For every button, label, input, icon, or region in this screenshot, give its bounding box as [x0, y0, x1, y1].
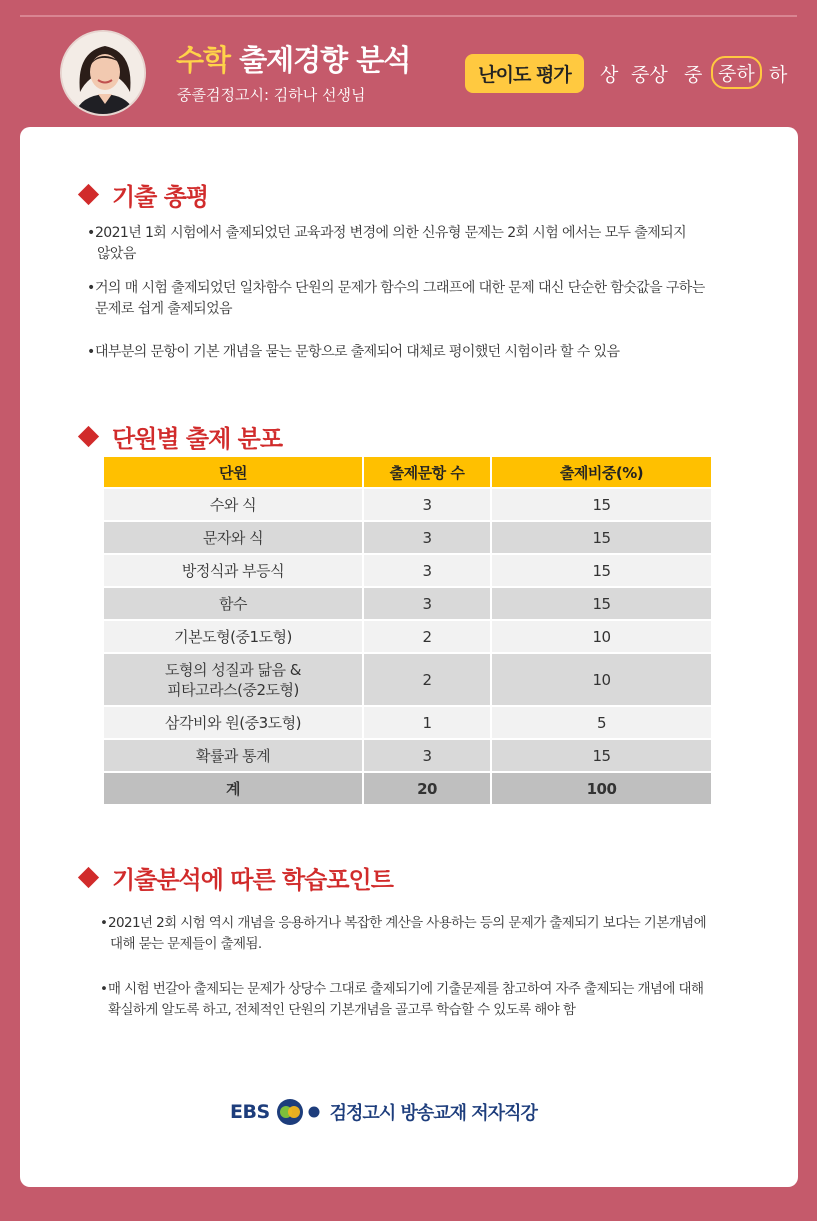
table-cell-unit: 방정식과 부등식	[104, 554, 363, 587]
difficulty-level-low: 하	[769, 64, 788, 86]
page-title	[176, 38, 410, 79]
table-row	[104, 488, 711, 521]
section-overview-title: 기출 총평	[78, 177, 208, 212]
table-row	[104, 521, 711, 554]
footer	[230, 1097, 537, 1127]
section-points-title: 기출분석에 따른 학습포인트	[78, 860, 393, 895]
table-row	[104, 653, 711, 706]
title-subject: 수학	[176, 43, 231, 77]
title-rest: 출제경향 분석	[230, 43, 411, 77]
table-cell-unit: 수와 식	[104, 488, 363, 521]
table-cell-count: 3	[363, 739, 491, 772]
table-cell-unit: 함수	[104, 587, 363, 620]
overview-bullet-2: • 거의 매 시험 출제되었던 일차함수 단원의 문제가 함수의 그래프에 대한 문제 대신 단순한 함숫값을 구하는 문제로 쉽게 출제되었음	[87, 280, 705, 317]
table-cell-ratio: 5	[491, 706, 711, 739]
table-cell-count: 3	[363, 587, 491, 620]
table-cell-unit: 문자와 식	[104, 521, 363, 554]
table-total-ratio: 100	[491, 772, 711, 804]
table-cell-count: 2	[363, 653, 491, 706]
difficulty-level-mid-high: 중상	[631, 64, 668, 86]
table-total-unit: 계	[104, 772, 363, 804]
diamond-bullet-icon	[78, 426, 99, 447]
overview-bullet-1: • 2021년 1회 시험에서 출제되었던 교육과정 변경에 의한 신유형 문제는 2회 시험 에서는 모두 출제되지 않았음	[87, 225, 687, 262]
table-row	[104, 587, 711, 620]
table-cell-count: 1	[363, 706, 491, 739]
table-cell-count: 3	[363, 554, 491, 587]
table-total-count: 20	[363, 772, 491, 804]
table-cell-count: 3	[363, 521, 491, 554]
table-row	[104, 620, 711, 653]
table-header-ratio: 출제비중(%)	[491, 457, 711, 488]
footer-text: 검정고시 방송교재 저자직강	[329, 1103, 537, 1124]
teacher-avatar	[60, 30, 146, 116]
distribution-table	[104, 457, 711, 804]
difficulty-level-mid-low-selected: 중하	[711, 56, 762, 89]
table-cell-ratio: 15	[491, 739, 711, 772]
section-distribution-title: 단원별 출제 분포	[78, 419, 282, 454]
table-cell-ratio: 15	[491, 587, 711, 620]
header	[0, 0, 817, 128]
ebs-logo-icon	[276, 1098, 322, 1126]
table-cell-ratio: 15	[491, 488, 711, 521]
table-cell-unit: 기본도형(중1도형)	[104, 620, 363, 653]
teacher-portrait-icon	[62, 32, 146, 116]
overview-bullet-3: • 대부분의 문항이 기본 개념을 묻는 문항으로 출제되어 대체로 평이했던 시험이라 할 수 있음	[87, 344, 620, 360]
table-cell-count: 2	[363, 620, 491, 653]
ebs-brand-text: EBS	[230, 1101, 270, 1123]
table-cell-unit: 삼각비와 원(중3도형)	[104, 706, 363, 739]
points-bullet-2: • 매 시험 번갈아 출제되는 문제가 상당수 그대로 출제되기에 기출문제를 참고하여 자주 출제되는 개념에 대해 확실하게 알도록 하고, 전체적인 단원의 기본개념을 골고루 학습할 수 있도록 해야 함	[100, 981, 704, 1018]
table-total-row	[104, 772, 711, 804]
points-bullet-1: • 2021년 2회 시험 역시 개념을 응용하거나 복잡한 계산을 사용하는 등의 문제가 출제되기 보다는 기본개념에 대해 묻는 문제들이 출제됨.	[100, 915, 707, 952]
table-cell-unit: 확률과 통계	[104, 739, 363, 772]
content-card	[20, 127, 798, 1187]
table-row	[104, 554, 711, 587]
difficulty-label: 난이도 평가	[465, 54, 584, 93]
difficulty-level-high: 상	[600, 64, 619, 86]
table-cell-ratio: 15	[491, 554, 711, 587]
page-subtitle: 중졸검정고시: 김하나 선생님	[177, 86, 366, 104]
table-row	[104, 739, 711, 772]
diamond-bullet-icon	[78, 867, 99, 888]
difficulty-level-mid: 중	[684, 64, 703, 86]
table-cell-ratio: 10	[491, 620, 711, 653]
table-cell-unit: 도형의 성질과 닮음 & 피타고라스(중2도형)	[104, 653, 363, 706]
diamond-bullet-icon	[78, 184, 99, 205]
table-cell-ratio: 15	[491, 521, 711, 554]
table-header-row	[104, 457, 711, 488]
table-row	[104, 706, 711, 739]
table-header-count: 출제문항 수	[363, 457, 491, 488]
table-header-unit: 단원	[104, 457, 363, 488]
table-cell-count: 3	[363, 488, 491, 521]
table-cell-ratio: 10	[491, 653, 711, 706]
